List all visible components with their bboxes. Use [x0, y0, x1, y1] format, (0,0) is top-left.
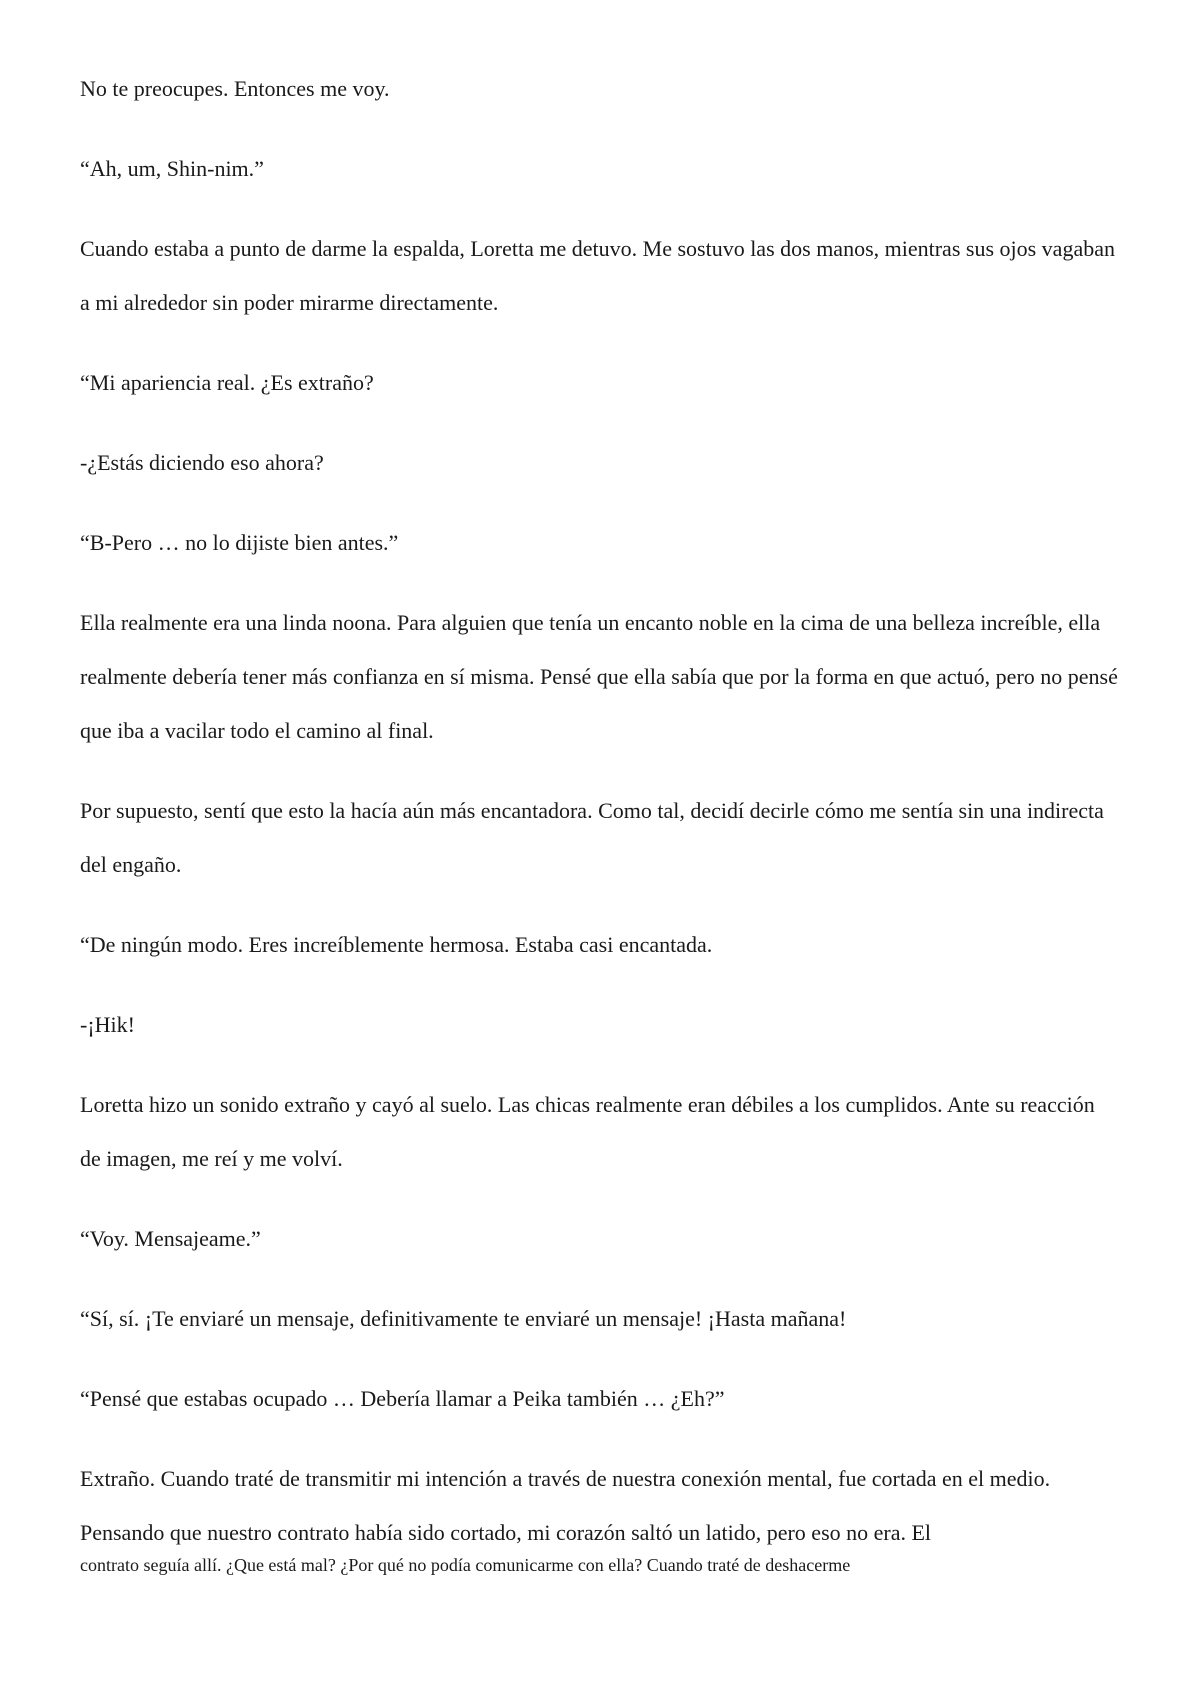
- paragraph: “De ningún modo. Eres increíblemente hermosa. Estaba casi encantada.: [80, 932, 713, 957]
- paragraph: Por supuesto, sentí que esto la hacía aún más encantadora. Como tal, decidí decirle cómo me sentía sin una indirecta del engaño.: [80, 798, 1104, 877]
- paragraph: “B-Pero … no lo dijiste bien antes.”: [80, 530, 399, 555]
- paragraph-continuation: contrato seguía allí. ¿Que está mal? ¿Por qué no podía comunicarme con ella? Cuando traté de deshacerme: [80, 1555, 851, 1575]
- paragraph: “Ah, um, Shin-nim.”: [80, 156, 264, 181]
- paragraph: -¿Estás diciendo eso ahora?: [80, 450, 324, 475]
- paragraph: “Pensé que estabas ocupado … Debería llamar a Peika también … ¿Eh?”: [80, 1386, 725, 1411]
- paragraph: No te preocupes. Entonces me voy.: [80, 76, 390, 101]
- paragraph: -¡Hik!: [80, 1012, 135, 1037]
- paragraph: “Mi apariencia real. ¿Es extraño?: [80, 370, 374, 395]
- paragraph: Cuando estaba a punto de darme la espalda, Loretta me detuvo. Me sostuvo las dos manos, mientras sus ojos vagaban a mi alrededor sin poder mirarme directamente.: [80, 236, 1115, 315]
- paragraph: Extraño. Cuando traté de transmitir mi intención a través de nuestra conexión mental, fue cortada en el medio. Pensando que nuestro contrato había sido cortado, mi corazón saltó un latido, pero eso no era. El: [80, 1466, 1051, 1545]
- document-page: [80, 62, 1120, 1580]
- paragraph: Loretta hizo un sonido extraño y cayó al suelo. Las chicas realmente eran débiles a los cumplidos. Ante su reacción de imagen, me reí y me volví.: [80, 1092, 1095, 1171]
- paragraph: Ella realmente era una linda noona. Para alguien que tenía un encanto noble en la cima de una belleza increíble, ella realmente debería tener más confianza en sí misma. Pensé que ella sabía que por la forma en que actuó, pero no pensé que iba a vacilar todo el camino al final.: [80, 610, 1118, 743]
- paragraph: “Voy. Mensajeame.”: [80, 1226, 261, 1251]
- paragraph: “Sí, sí. ¡Te enviaré un mensaje, definitivamente te enviaré un mensaje! ¡Hasta mañana!: [80, 1306, 847, 1331]
